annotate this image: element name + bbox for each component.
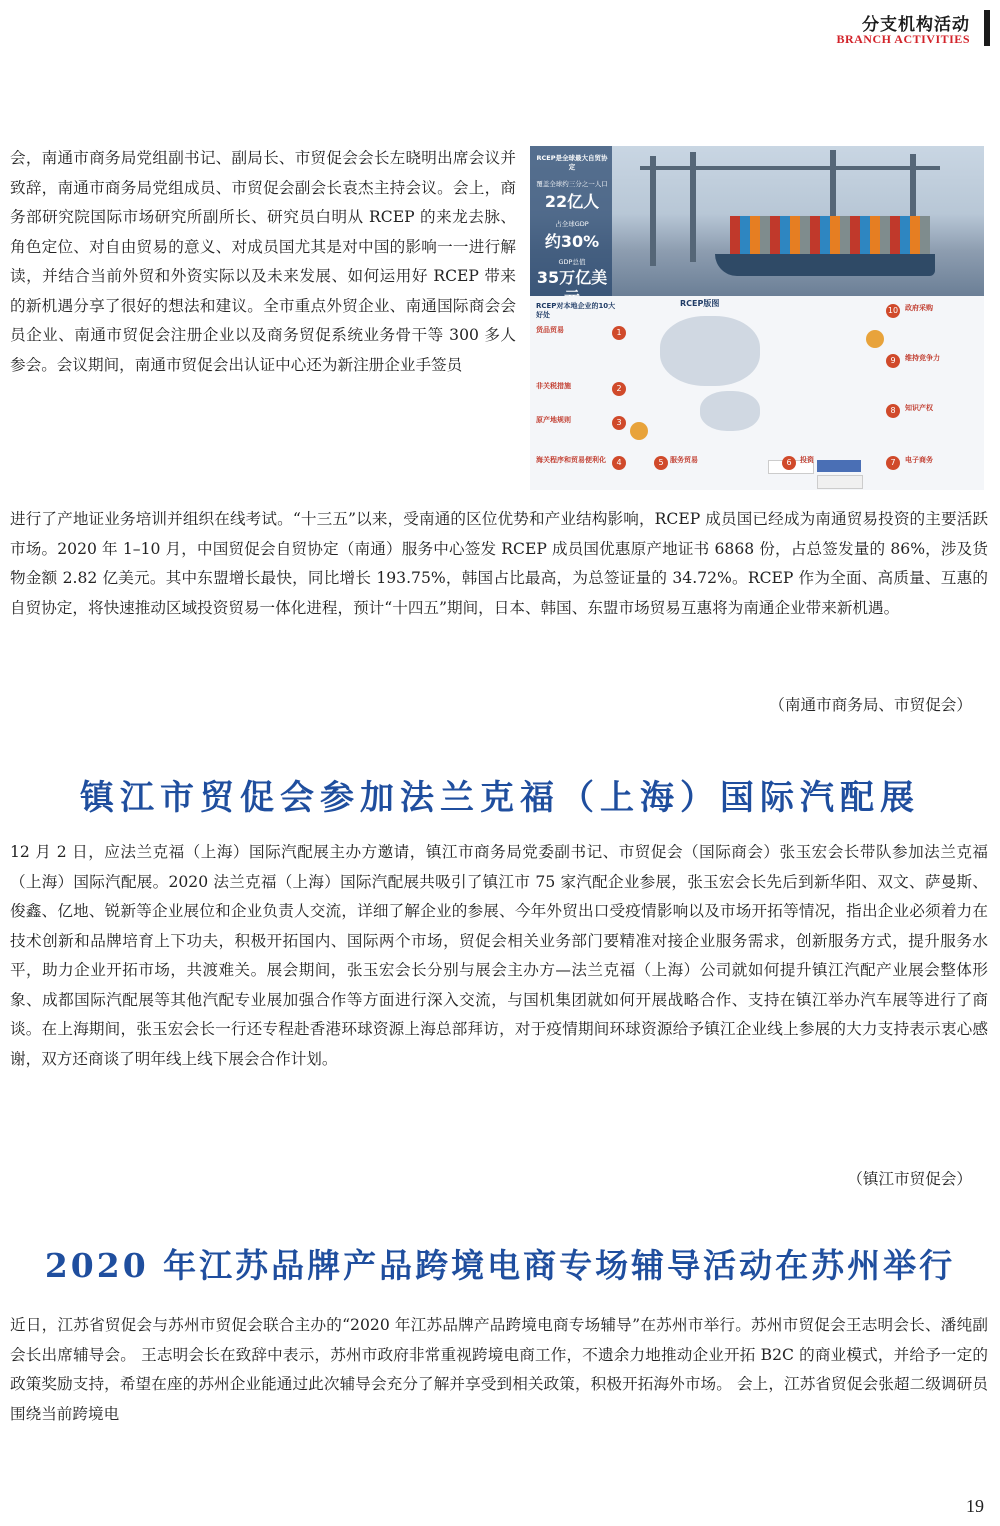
benefit-item [905, 404, 975, 413]
rcep-infographic [530, 146, 984, 490]
flag-korea [817, 475, 863, 489]
stat-label: 覆盖全球约三分之一人口 [536, 180, 608, 188]
benefit-title: 政府采购 [905, 304, 933, 312]
benefit-number: 7 [886, 456, 900, 470]
benefit-item [536, 382, 606, 391]
page-number: 19 [966, 1496, 984, 1516]
benefit-title: 电子商务 [905, 456, 933, 464]
port-photo [530, 146, 984, 296]
section-title-en: BRANCH ACTIVITIES [836, 32, 970, 46]
benefit-title: 服务贸易 [670, 456, 698, 464]
benefit-number: 9 [886, 354, 900, 368]
benefit-title: 知识产权 [905, 404, 933, 412]
benefits-title: RCEP对本地企业的10大好处 [536, 302, 616, 319]
crane-boom [640, 166, 940, 170]
benefit-title: 海关程序和贸易便利化 [536, 456, 606, 464]
stat-value: 22亿人 [544, 192, 600, 211]
australia-landmass [700, 391, 760, 431]
benefit-number: 3 [612, 416, 626, 430]
benefit-item [670, 456, 740, 465]
container-stack [730, 216, 930, 254]
crane [650, 156, 656, 266]
benefit-title: 非关税措施 [536, 382, 571, 390]
benefit-number: 4 [612, 456, 626, 470]
ship-hull [715, 254, 935, 276]
benefit-number: 10 [886, 304, 900, 318]
asia-landmass [660, 316, 760, 386]
benefit-number: 1 [612, 326, 626, 340]
stats-panel [530, 146, 612, 296]
benefit-number: 5 [654, 456, 668, 470]
article2-source: （镇江市贸促会） [847, 1170, 972, 1188]
rcep-map-area [530, 296, 984, 490]
stat-label: GDP总值 [558, 258, 586, 266]
benefit-item [905, 354, 975, 363]
benefit-number: 2 [612, 382, 626, 396]
article3-title: 2020 年江苏品牌产品跨境电商专场辅导活动在苏州举行 [44, 1246, 956, 1285]
benefit-item [536, 416, 606, 425]
benefit-item [905, 456, 975, 465]
benefit-item [536, 326, 606, 335]
article2-title: 镇江市贸促会参加法兰克福（上海）国际汽配展 [80, 778, 920, 818]
benefit-number: 8 [886, 404, 900, 418]
article3-body: 近日，江苏省贸促会与苏州市贸促会联合主办的“2020 年江苏品牌产品跨境电商专场辅导”在苏州市举行。苏州市贸促会王志明会长、潘纯副会长出席辅导会。 王志明会长在致辞中表示，苏州市政府非常重视跨境电商工作，不遗余力地推动企业开拓 B2C 的商业模式，并给予一定的政策奖励支持，希望在座的苏州企业能通过此次辅导会充分了解并享受到相关政策，积极开拓海外市场。 会上，江苏省贸促会张超二级调研员围绕当前跨境电 [10, 1316, 988, 1423]
benefit-item [536, 456, 606, 465]
page-header [790, 10, 990, 46]
benefit-item [905, 304, 975, 313]
article1-paragraph-full: 进行了产地证业务培训并组织在线考试。“十三五”以来，受南通的区位优势和产业结构影响，RCEP 成员国已经成为南通贸易投资的主要活跃市场。2020 年 1–10 月，中国贸促会自贸协定（南通）服务中心签发 RCEP 成员国优惠原产地证书 6868 份，占总签发量的 86%，涉及货物金额 2.82 亿美元。其中东盟增长最快，同比增长 193.75%，韩国占比最高，为总签证量的 34.72%。RCEP 作为全面、高质量、互惠的自贸协定，将快速推动区域投资贸易一体化进程，预计“十四五”期间，日本、韩国、东盟市场贸易互惠将为南通企业带来新机遇。 [10, 510, 988, 617]
stat-value: 约30% [544, 232, 600, 251]
benefit-icon [866, 330, 884, 348]
benefit-number: 6 [782, 456, 796, 470]
article1-source: （南通市商务局、市贸促会） [769, 696, 972, 714]
section-title-cn: 分支机构活动 [862, 15, 970, 35]
infographic-headline: RCEP是全球最大自贸协定 [536, 154, 608, 171]
article2-body: 12 月 2 日，应法兰克福（上海）国际汽配展主办方邀请，镇江市商务局党委副书记、市贸促会（国际商会）张玉宏会长带队参加法兰克福（上海）国际汽配展。2020 法兰克福（上海）国际汽配展共吸引了镇江市 75 家汽配企业参展，张玉宏会长先后到新华阳、双文、萨曼斯、俊鑫、亿地、锐新等企业展位和企业负责人交流，详细了解企业的参展、今年外贸出口受疫情影响以及市场开拓等情况，指出企业必须着力在技术创新和品牌培育上下功夫，积极开拓国内、国际两个市场，贸促会相关业务部门要精准对接企业服务需求，创新服务方式，提升服务水平，助力企业开拓市场，共渡难关。展会期间，张玉宏会长分别与展会主办方—法兰克福（上海）公司就如何提升镇江汽配产业展会整体形象、成都国际汽配展等其他汽配专业展加强合作等方面进行深入交流，与国机集团就如何开展战略合作、支持在镇江举办汽车展等进行了商谈。在上海期间，张玉宏会长一行还专程赴香港环球资源上海总部拜访，对于疫情期间环球资源给予镇江企业线上参展的大力支持表示衷心感谢，双方还商谈了明年线上线下展会合作计划。 [10, 843, 988, 1068]
benefit-title: 原产地规则 [536, 416, 571, 424]
benefit-title: 维持竞争力 [905, 354, 940, 362]
header-bar [984, 10, 990, 46]
benefit-title: 投资 [800, 456, 814, 464]
stat-value: 35万亿美 [536, 268, 608, 287]
benefit-icon [630, 422, 648, 440]
benefit-item [800, 456, 870, 465]
stat-label: 占全球GDP [555, 220, 589, 228]
article1-paragraph-top: 会，南通市商务局党组副书记、副局长、市贸促会会长左晓明出席会议并致辞，南通市商务局党组成员、市贸促会副会长袁杰主持会议。会上，商务部研究院国际市场研究所副所长、研究员白明从 RCEP 的来龙去脉、角色定位、对自由贸易的意义、对成员国尤其是对中国的影响一一进行解读，并结合当前外贸和外资实际以及未来发展、如何运用好 RCEP 带来的新机遇分享了很好的想法和建议。全市重点外贸企业、南通国际商会会员企业、南通市贸促会注册企业以及商务贸促系统业务骨干等 300 多人参会。会议期间，南通市贸促会出认证中心还为新注册企业手签员 [10, 149, 516, 374]
map-title: RCEP版图 [680, 299, 720, 308]
benefit-title: 货品贸易 [536, 326, 564, 334]
